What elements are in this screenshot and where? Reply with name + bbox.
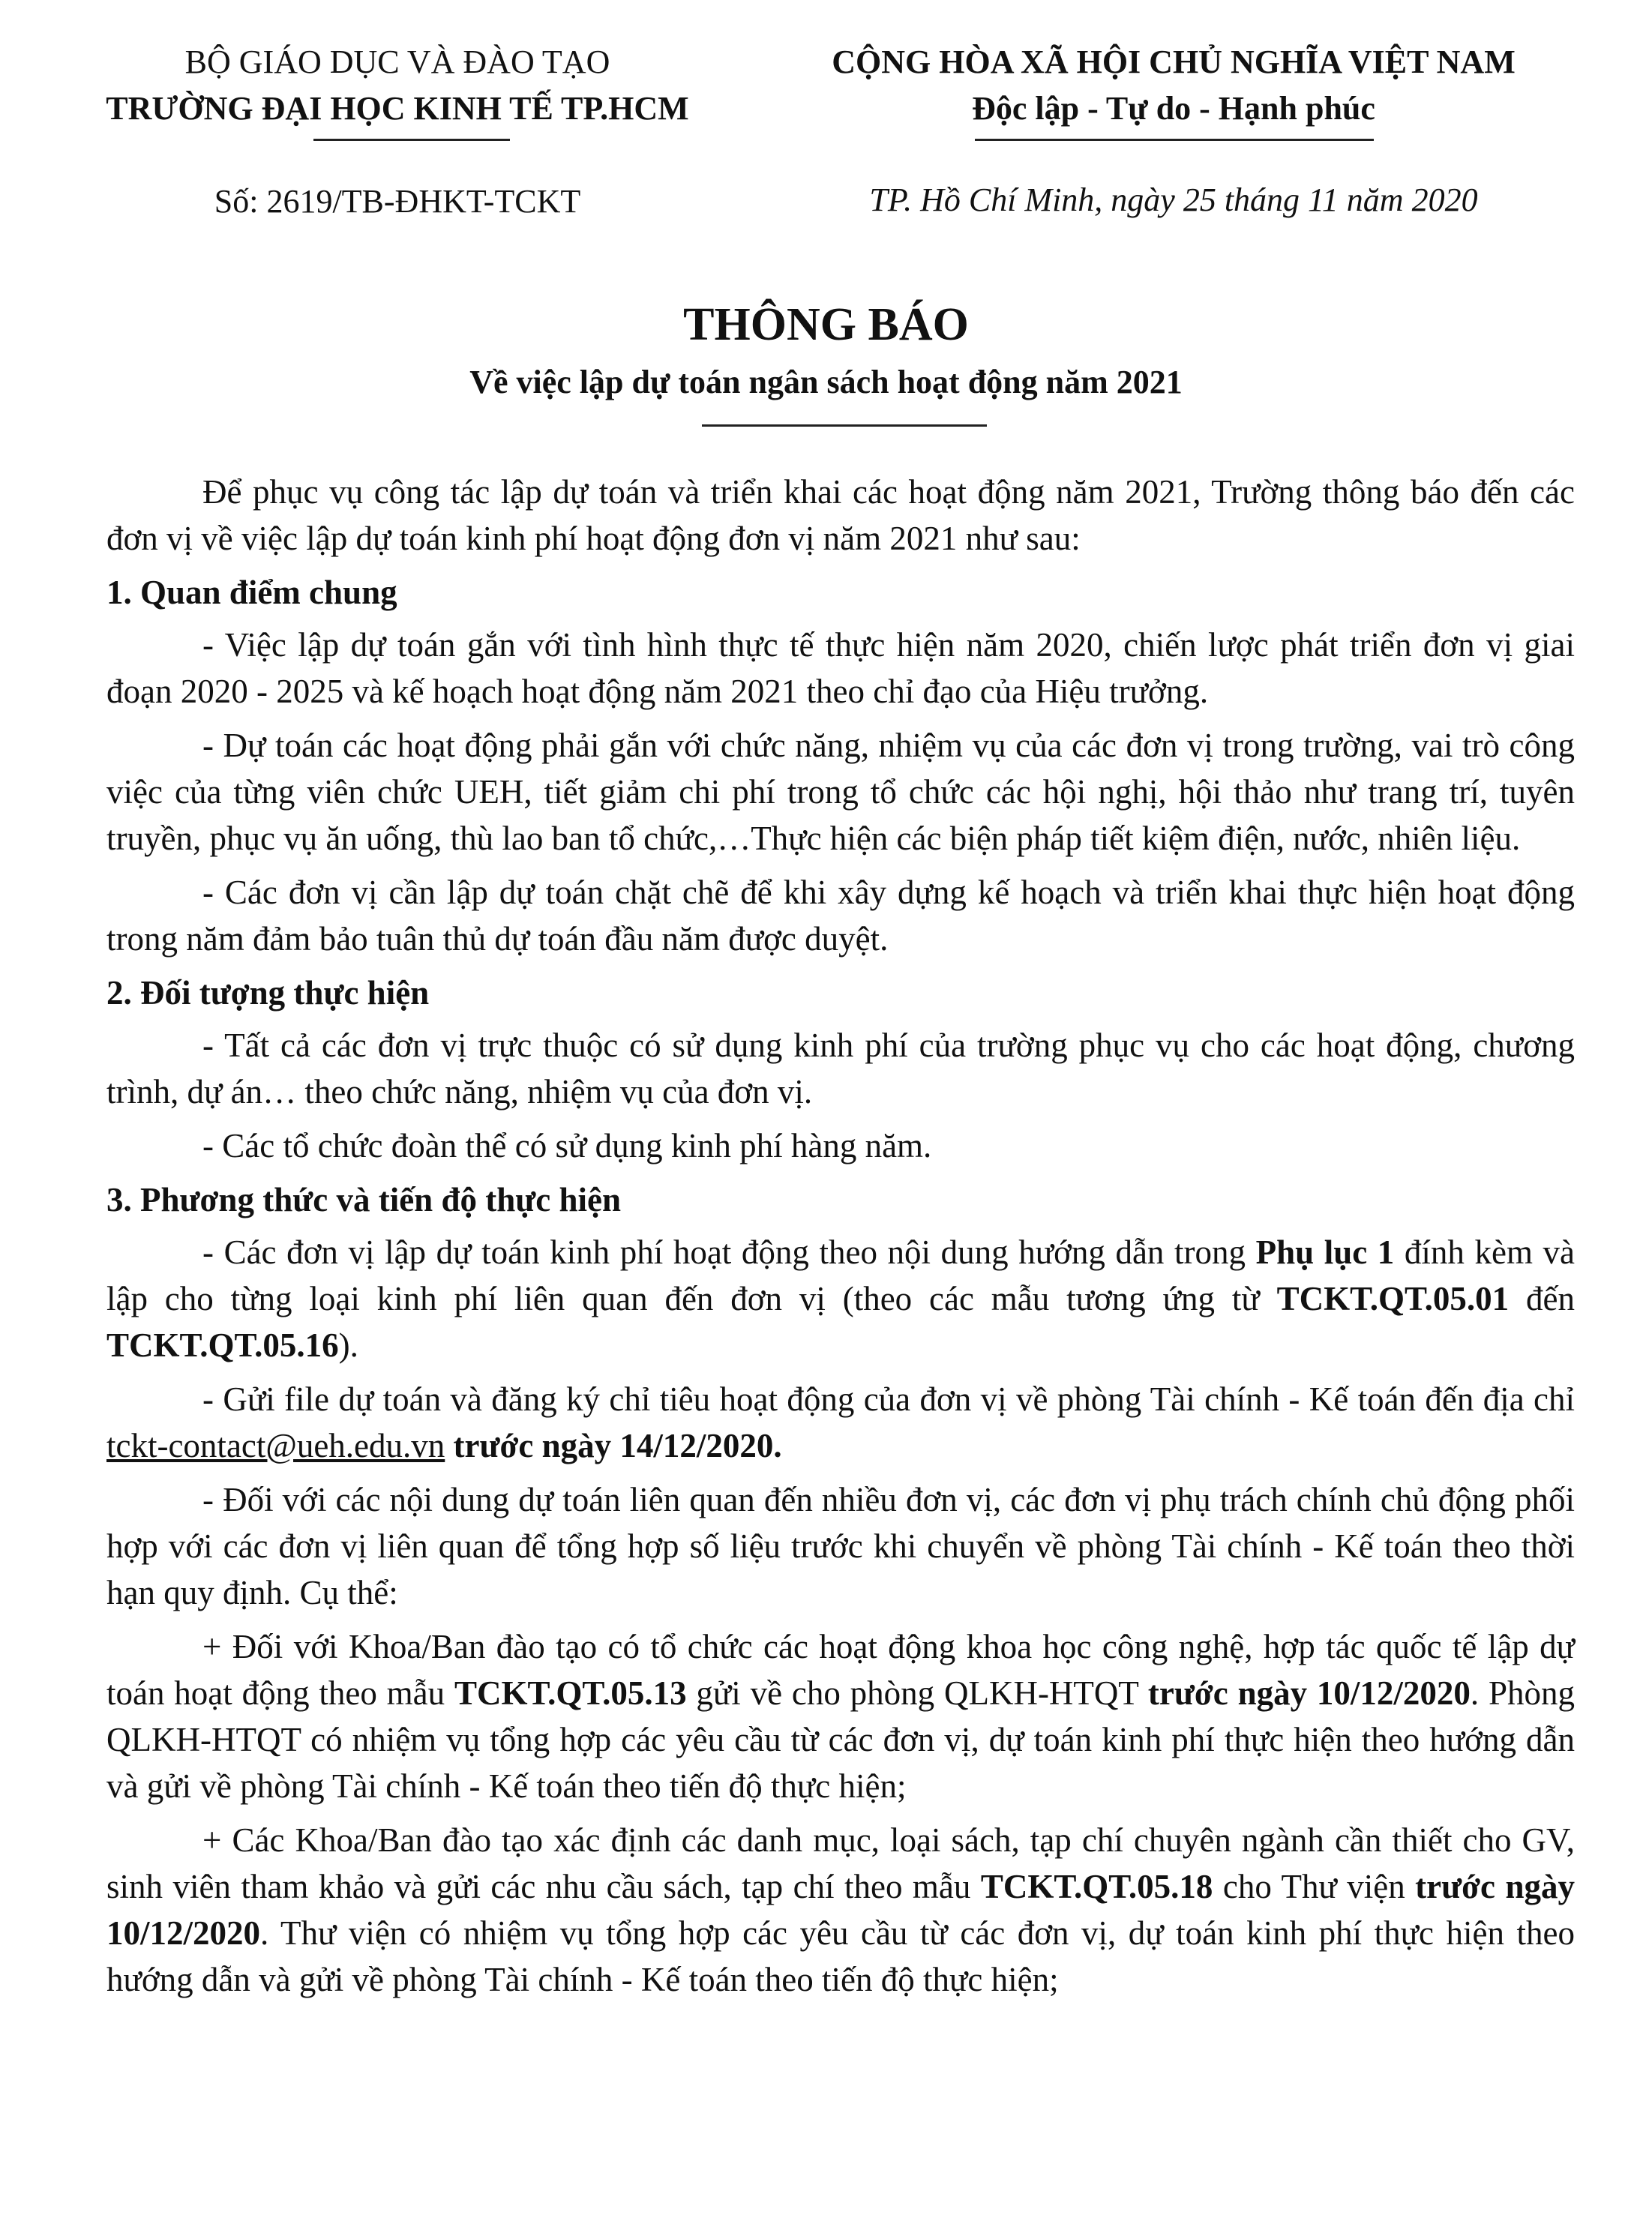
header-right xyxy=(757,39,1590,132)
title-underline xyxy=(702,424,987,427)
section-3-item-2: + Các Khoa/Ban đào tạo xác định các danh mục, loại sách, tạp chí chuyên ngành cần thiết cho GV, sinh viên tham khảo và gửi các nhu cầu sách, tạp chí theo mẫu TCKT.QT.05.18 cho Thư viện trước ngày 10/12/2020. Thư viện có nhiệm vụ tổng hợp các yêu cầu từ các đơn vị, dự toán kinh phí thực hiện theo hướng dẫn và gửi về phòng Tài chính - Kế toán theo tiến độ thực hiện; xyxy=(106,1821,1575,1998)
section-3-para-1: - Các đơn vị lập dự toán kinh phí hoạt động theo nội dung hướng dẫn trong Phụ lục 1 đính kèm và lập cho từng loại kinh phí liên quan đến đơn vị (theo các mẫu tương ứng từ TCKT.QT.05.01 đến TCKT.QT.05.16). xyxy=(106,1233,1576,1364)
section-3-item-1: + Đối với Khoa/Ban đào tạo có tổ chức các hoạt động khoa học công nghệ, hợp tác quốc tế lập dự toán hoạt động theo mẫu TCKT.QT.05.13 gửi về cho phòng QLKH-HTQT trước ngày 10/12/2020. Phòng QLKH-HTQT có nhiệm vụ tổng hợp các yêu cầu từ các đơn vị, dự toán kinh phí thực hiện theo hướng dẫn và gửi về phòng Tài chính - Kế toán theo tiến độ thực hiện; xyxy=(106,1628,1576,1805)
section-2-para-1: - Tất cả các đơn vị trực thuộc có sử dụng kinh phí của trường phục vụ cho các hoạt động, chương trình, dự án… theo chức năng, nhiệm vụ của đơn vị. xyxy=(106,1027,1575,1111)
document-number: Số: 2619/TB-ĐHKT-TCKT xyxy=(214,183,581,220)
section-3-para-3: - Đối với các nội dung dự toán liên quan đến nhiều đơn vị, các đơn vị phụ trách chính chủ động phối hợp với các đơn vị liên quan để tổng hợp số liệu trước khi chuyển về phòng Tài chính - Kế toán theo thời hạn quy định. Cụ thể: xyxy=(106,1481,1575,1611)
motto: Độc lập - Tự do - Hạnh phúc xyxy=(972,90,1375,127)
section-1-heading: 1. Quan điểm chung xyxy=(106,574,397,611)
email-link[interactable]: tckt-contact@ueh.edu.vn xyxy=(106,1427,445,1464)
motto-underline xyxy=(975,139,1374,141)
intro-paragraph: Để phục vụ công tác lập dự toán và triển khai các hoạt động năm 2021, Trường thông báo đến các đơn vị về việc lập dự toán kinh phí hoạt động đơn vị năm 2021 như sau: xyxy=(106,473,1575,557)
header-left xyxy=(105,39,690,132)
document-title: THÔNG BÁO xyxy=(683,299,969,350)
section-1-para-1: - Việc lập dự toán gắn với tình hình thực tế thực hiện năm 2020, chiến lược phát triển đơn vị giai đoạn 2020 - 2025 và kế hoạch hoạt động năm 2021 theo chỉ đạo của Hiệu trưởng. xyxy=(106,626,1575,710)
place-date: TP. Hồ Chí Minh, ngày 25 tháng 11 năm 2020 xyxy=(869,181,1478,218)
section-2-heading: 2. Đối tượng thực hiện xyxy=(106,974,430,1012)
section-1-para-2: - Dự toán các hoạt động phải gắn với chức năng, nhiệm vụ của các đơn vị trong trường, vai trò công việc của từng viên chức UEH, tiết giảm chi phí trong tổ chức các hội nghị, hội thảo như trang trí, tuyên truyền, phục vụ ăn uống, thù lao ban tổ chức,…Thực hiện các biện pháp tiết kiệm điện, nước, nhiên liệu. xyxy=(106,727,1575,857)
school-underline xyxy=(313,139,510,141)
section-3-para-2: - Gửi file dự toán và đăng ký chỉ tiêu hoạt động của đơn vị về phòng Tài chính - Kế toán đến địa chỉ tckt-contact@ueh.edu.vn trước ngày 14/12/2020. xyxy=(106,1380,1575,1464)
ministry-name: BỘ GIÁO DỤC VÀ ĐÀO TẠO xyxy=(184,43,610,80)
country-name: CỘNG HÒA XÃ HỘI CHỦ NGHĨA VIỆT NAM xyxy=(832,43,1516,80)
section-3-heading: 3. Phương thức và tiến độ thực hiện xyxy=(106,1181,621,1218)
section-1-para-3: - Các đơn vị cần lập dự toán chặt chẽ để khi xây dựng kế hoạch và triển khai thực hiện hoạt động trong năm đảm bảo tuân thủ dự toán đầu năm được duyệt. xyxy=(106,874,1575,958)
school-name: TRƯỜNG ĐẠI HỌC KINH TẾ TP.HCM xyxy=(106,90,689,127)
document-body xyxy=(106,469,1575,2010)
section-2-para-2: - Các tổ chức đoàn thể có sử dụng kinh phí hàng năm. xyxy=(202,1127,932,1164)
document-subtitle: Về việc lập dự toán ngân sách hoạt động năm 2021 xyxy=(469,364,1183,400)
